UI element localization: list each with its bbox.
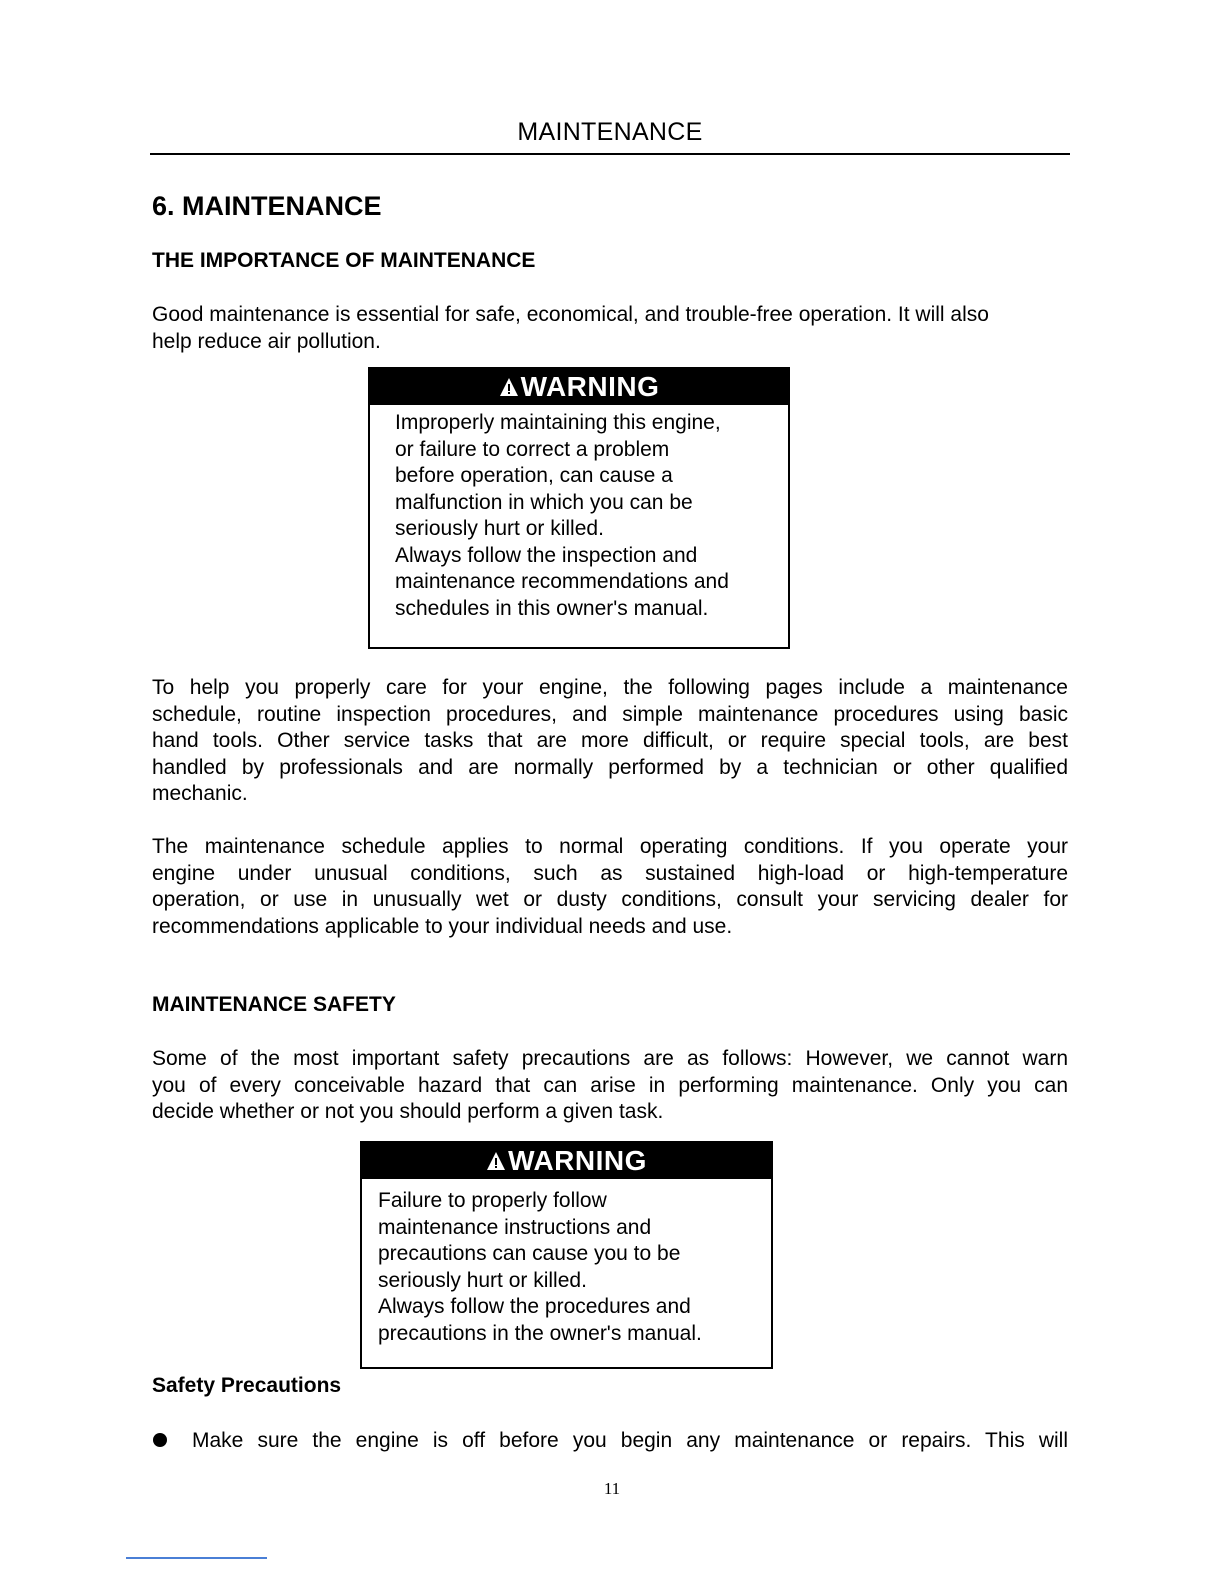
text-line: operation, or use in unusually wet or dusty conditions, consult your servicing dealer for	[152, 888, 1068, 911]
care-paragraph	[152, 675, 1068, 808]
warning-line: maintenance instructions and	[378, 1215, 652, 1239]
warning-line: seriously hurt or killed.	[378, 1268, 587, 1292]
text-line: recommendations applicable to your individual needs and use.	[152, 914, 733, 938]
warning-header	[370, 369, 788, 405]
warning-line: maintenance recommendations and	[395, 570, 729, 593]
text-line: The maintenance schedule applies to normal operating conditions. If you operate your	[152, 835, 1068, 858]
warning-line: Always follow the procedures and	[378, 1295, 691, 1318]
warning-line: or failure to correct a problem	[395, 437, 670, 461]
text-line: handled by professionals and are normally performed by a technician or other qualified	[152, 755, 1068, 779]
schedule-paragraph	[152, 834, 1068, 940]
warning-line: Improperly maintaining this engine,	[395, 411, 721, 434]
warning-line: Failure to properly follow	[378, 1189, 607, 1212]
warning-line: Always follow the inspection and	[395, 543, 698, 567]
warning-body	[362, 1179, 771, 1347]
text-line: Some of the most important safety precautions are as follows: However, we cannot warn	[152, 1047, 1068, 1070]
text-line: Good maintenance is essential for safe, economical, and trouble-free operation. It will also	[152, 303, 989, 326]
warning-line: malfunction in which you can be	[395, 490, 693, 514]
text-line: To help you properly care for your engine, the following pages include a maintenance	[152, 676, 1068, 699]
text-line: decide whether or not you should perform a given task.	[152, 1100, 664, 1123]
warning-label: WARNING	[520, 371, 660, 402]
warning-line: seriously hurt or killed.	[395, 517, 604, 540]
running-header: MAINTENANCE	[517, 118, 703, 146]
alert-triangle-icon	[499, 370, 519, 390]
warning-label: WARNING	[508, 1145, 647, 1176]
text-line: you of every conceivable hazard that can arise in performing maintenance. Only you can	[152, 1073, 1068, 1097]
maintenance-safety-heading: MAINTENANCE SAFETY	[152, 993, 396, 1016]
warning-box-2	[360, 1141, 773, 1369]
warning-box-1	[368, 367, 790, 649]
warning-line: before operation, can cause a	[395, 464, 673, 487]
section-title: 6. MAINTENANCE	[152, 191, 382, 221]
bullet-dot-icon	[153, 1433, 167, 1447]
text-line: help reduce air pollution.	[152, 329, 381, 353]
warning-line: precautions can cause you to be	[378, 1242, 681, 1265]
text-line: engine under unusual conditions, such as sustained high-load or high-temperature	[152, 861, 1068, 885]
text-line: schedule, routine inspection procedures, and simple maintenance procedures using basic	[152, 702, 1068, 726]
alert-triangle-icon	[486, 1144, 506, 1164]
scan-artifact-line	[126, 1557, 267, 1559]
header-rule	[150, 153, 1070, 155]
importance-heading: THE IMPORTANCE OF MAINTENANCE	[152, 249, 536, 272]
bullet-item: Make sure the engine is off before you begin any maintenance or repairs. This will	[192, 1429, 1068, 1452]
warning-line: precautions in the owner's manual.	[378, 1321, 702, 1345]
warning-line: schedules in this owner's manual.	[395, 596, 709, 620]
page-number: 11	[603, 1479, 621, 1498]
safety-precautions-heading: Safety Precautions	[152, 1374, 342, 1397]
warning-body	[370, 405, 788, 622]
text-line: mechanic.	[152, 782, 248, 805]
safety-intro	[152, 1046, 1068, 1126]
warning-header	[362, 1143, 771, 1179]
text-line: hand tools. Other service tasks that are more difficult, or require special tools, are best	[152, 729, 1068, 752]
importance-intro	[152, 302, 1068, 355]
